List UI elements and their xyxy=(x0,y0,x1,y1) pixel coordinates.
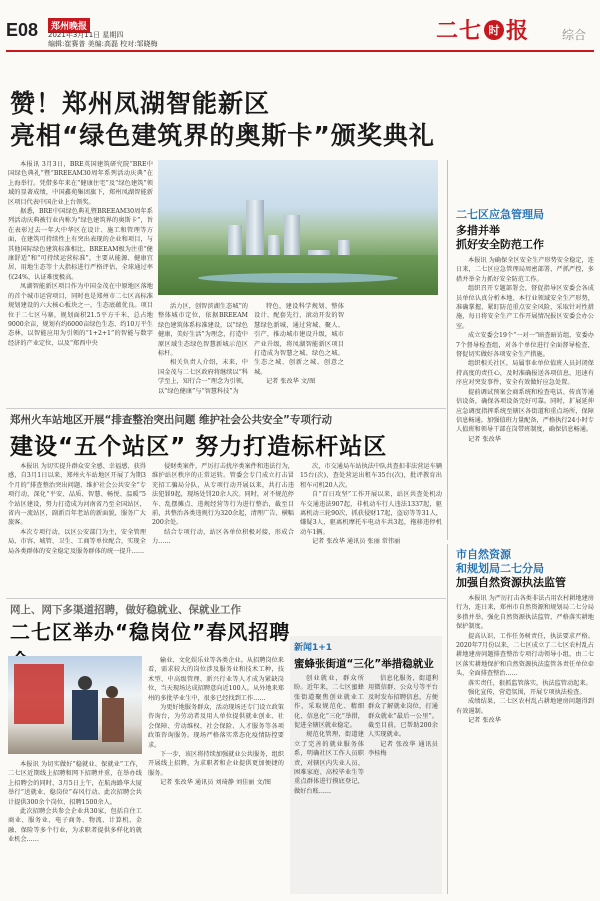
paragraph: 输业、文化娱乐业等各类企业。从招聘岗位来看，需求较大的岗位涉及服务业和技术工种，技术型、中高级管理、新兴行业等人才成为紧缺岗位，当天现场达成招聘意向近100人。从外地来郑州的多批毕业生中，很多已经找到工作…… xyxy=(148,657,284,702)
header-rule xyxy=(6,50,594,52)
paragraph: 为更好地服务群众，活动现场还专门设立政策咨询台，为劳动者及用人单位提供就业创业、社会保障、劳动维权、社会保险、人才服务等各项政策咨询服务。现场严格落实常态化疫情防控要求。 xyxy=(148,704,284,749)
page-number: E08 xyxy=(6,20,39,40)
byline: 记者 张改华 文/图 xyxy=(266,378,316,386)
paragraph: 提前调试预案会商系统和检查电话、传真等通信设备，确保各项设备完好可靠。同时，扩展延伸应急调度指挥系统至辖区各街道和重点场所，保障信息畅通。加强值班力量配备，严格执行24小时专人值班和领导干部在岗带班制度，确保信息畅通。 xyxy=(456,388,594,434)
section-divider xyxy=(6,408,446,409)
sidebar1-title: 二七区应急管理局 xyxy=(456,208,544,221)
paragraph: 自“百日攻坚”工作开展以来，站区共查处机动车交通违法907起，非机动车行人违法1337起，驱离机动三轮90次，抓获侵财17起，盗窃等等31人，嫌疑3人，驱离机摩托车电动车共3起，拖移违停机动车1辆。 xyxy=(300,491,442,536)
section-divider xyxy=(6,598,446,599)
sidebar1-subtitle-2: 抓好安全防范工作 xyxy=(456,238,544,251)
article2-column-1 xyxy=(8,462,146,592)
sidebar1-body xyxy=(456,256,594,538)
paragraph: 次，市交通局车站执法中队共查扣非法营运车辆15台(次)，查处营运出租车35台(次)，批评教育出租车司机20人次。 xyxy=(300,463,442,489)
paragraph: 成立安委会19个“一对一”暗查暗访组，安委办7个督导检查组，对各个单位进行全面督导检查，督促切实做好各项安全生产措施。 xyxy=(456,332,594,359)
news11-column-1 xyxy=(294,674,364,890)
person-body xyxy=(102,698,124,742)
article3-photo xyxy=(8,656,142,754)
news11-label: 新闻1+1 xyxy=(294,643,333,653)
sidebar2-subtitle: 加强自然资源执法监管 xyxy=(456,576,566,589)
paragraph: 据悉，BRE中国绿色典礼暨BREEAM30周年系列活动庆典被行业内称为“绿色建筑界的奥斯卡”，旨在表彰过去一年大中华区在设计、施工和管理等方面，在建筑可持续性上有突出表现的企业和项目，与其他国际绿色建筑标准相比，BREEAM极为注重“健康舒适”和“可持续运营标准”，主要从能源、健康宜居、用地生态等十大指标进行严格评估，全球通过率仅24%，认证难度极高。 xyxy=(8,208,153,281)
byline: 记者 张改华 通讯员 张丽 常伟丽 xyxy=(312,538,401,546)
paragraph: 创业就业，群众所盼。近年来，二七区蜜蜂张街道聚焦创业就业工作，采取规范化、精细化、信息化“三化”举措，促进全辖区就业稳定。 xyxy=(294,675,364,730)
sidebar2-title-2: 和规划局二七分局 xyxy=(456,562,544,575)
paragraph: 信息化服务，街道利用微信群、公众号等平台及时发布招聘信息，方便群众了解就业岗位，打通群众就业“最后一公里”。截至目前，已帮助200余人实现就业。 xyxy=(368,675,438,739)
paragraph: 相关负责人介绍，未来，中国金茂与二七区政府将继续以“科学至上，知行合一”理念为引领，以“绿色健康”与“智慧科技”为 xyxy=(158,359,248,395)
paragraph: 下一步，该区将持续加强就业公共服务，组织开展线上招聘，为求职者和企业提供更加便捷的服务。 xyxy=(148,751,284,777)
masthead xyxy=(436,14,529,45)
masthead-text-2: 报 xyxy=(506,19,530,44)
column-divider xyxy=(447,544,448,894)
editor-credits: 编辑:崔赛普 美编:高磊 校对:邹晓梅 xyxy=(48,40,158,48)
paragraph: 特色，建设科学规划、整体设计、配套先行、滚动开发的智慧绿色新城，通过营城、聚人、引产，推动城市建设升级，城市产业升级，将凤湖智能新区项目打造成为智慧之城、绿色之城、生态之城、创新之城、创意之城。 xyxy=(254,303,344,376)
article1-column-2 xyxy=(158,302,248,402)
article1-title-line1: 赞！郑州凤湖智能新区 xyxy=(10,89,271,118)
article1-column-3 xyxy=(254,302,344,402)
banner xyxy=(14,664,64,724)
sidebar1-subtitle-1: 多措并举 xyxy=(456,224,500,237)
paragraph: 强化宣传，营造氛围，开展专项执法检查。 xyxy=(468,689,586,697)
paragraph: 本报讯 为切实做好“稳就业、保就业”工作，二七区近期线上招聘和网下招聘并重，在举办线上招聘会的同时，3月5日上午，在航海路华大厦举行“送就业、稳岗位”春风行动。此次招聘会共计提供300余个岗位，招聘1500余人。 xyxy=(8,761,142,806)
article2-column-3 xyxy=(300,462,442,592)
article1-photo xyxy=(158,160,438,295)
byline: 记者 张改华 xyxy=(468,435,501,443)
article2-kicker: 郑州火车站地区开展“排查整治突出问题 维护社会公共安全”专项行动 xyxy=(10,414,332,426)
paragraph: 组织相关社区，局属事业单位值班人员封闭保持高度的责任心，及时准确报送各项信息，迅速有序应对突发事件，安全有效做好应急处置。 xyxy=(456,360,594,387)
paragraph: 本次专项行动，以区公安部门为主，安全管理局、市容、城管、卫生、工商等单位配合，实现全局各类群体的安全稳定及服务群体的统一提升…… xyxy=(8,528,146,555)
paper-logo: 郑州晚报 xyxy=(48,18,90,33)
issue-date: 2021年3月11日 星期四 xyxy=(48,31,124,39)
masthead-badge: 时 xyxy=(484,20,504,40)
paragraph: 此次招聘会共参会企业共30家，包括自住工商业、服务业、电子商务、物流、计算机、金融、保险等多个行业，为求职者提供多样化的就业机会…… xyxy=(8,808,142,844)
sidebar2-body xyxy=(456,594,594,894)
paragraph: 侵财类案件，严厉打击扰序类案件和违法行为，维护站区秩序的正常运转。管委会专门成立打击冒充招工骗局分队，从专项行动开展以来，共打击违法犯罪9起，现场处罚20余人次。同时，对不规范停车、乱摆摊点、违规经营等行为进行整治，截至目前，共整治各类违规行为320余起，清理广告、横幅200余处。 xyxy=(152,463,294,527)
news11-title: 蜜蜂张街道“三化”举措稳就业 xyxy=(294,658,434,670)
person-head xyxy=(78,676,92,690)
article1-title-line2: 亮相“绿色建筑界的奥斯卡”颁奖典礼 xyxy=(10,121,435,150)
paragraph: 规范化管理，街道建立了完善的就业服务体系，明确社区工作人员职责，对辖区内失业人员、困难家庭、高校毕业生等重点群体进行摸底登记，做好台账…… xyxy=(294,731,364,795)
paragraph: 本报讯 3月3日，BRE英国建筑研究院“BRE中国绿色典礼”暨“BREEAM30周年系列活动庆典”在上海举行。凭借多年来在“健康住宅”及“绿色建筑”领域的显著成绩，中国鑫苑集团旗下，郑州凤湖智能新区项目代表中国企业上台领奖。 xyxy=(8,161,153,206)
article3-title: 二七区举办“稳岗位”春风招聘 xyxy=(10,620,291,644)
paragraph: 结合专项行动，站区各单位积极对接，形成合力…… xyxy=(152,528,294,546)
paragraph: 凤湖智能新区项目作为中国金茂在中原地区落地的首个城市运营项目，同时也是郑州市二七区高标准规划建设的六大核心板块之一，生态底蕴优良。项目位于二七区马寨，规划面积21.5平方千米，总占地9000余亩，规划有约6000亩绿色生态、约10万平生态林，以智能应用为引领的“1+2+1”的智能与数字经济的产业定位，以及“郑西中央 xyxy=(8,283,153,347)
paragraph: 成绩结果，二七区农村乱占耕地建房问题得到有效遏制。 xyxy=(456,698,594,715)
byline: 记者 张改华 通讯员 李桂梅 xyxy=(368,740,438,758)
person-body xyxy=(72,690,98,740)
paragraph: 本报讯 为严厉打击各类非法占用农村耕地建房行为，连日来，郑州市自然资源和规划局二七分局多措并举，强化自然资源执法监管，严格落实耕地保护制度。 xyxy=(456,595,594,631)
sidebar2-title-1: 市自然资源 xyxy=(456,548,511,561)
column-divider xyxy=(447,160,448,540)
paragraph: 组织召开专题部署会，督促指导区安委会各成员单位认真分析本地、本行业领域安全生产形势，准确掌握、紧盯防范重点安全风险，采取针对性措施，每日将安全生产工作开展情况报区安委会办公室。 xyxy=(456,285,594,330)
article2-column-2 xyxy=(152,462,294,592)
paragraph: 本报讯 为切实提升群众安全感、幸福感、获得感，自3月1日以来，郑州火车站地区开展了为期3个月的“排查整治突出问题、维护社会公共安全”专项行动，深化“平安、品质、智慧、畅悦、温暖”5个站区建设，努力打造成为河南省乃至全国站区，省内一流站区，副新百年老站的新面貌，服务广大旅客。 xyxy=(8,463,146,527)
paragraph: 本报讯 为确保全区安全生产形势安全稳定，连日来，二七区应急管理局周密部署，严抓严控，多措并举全力抓好安全防范工作。 xyxy=(456,257,594,283)
paragraph: 活力区，创智滨湖生态城”的整体城市定位，依据BREEAM绿色建筑体系标准建设，以“绿色健康，美好生活”为理念，打造中原区域生态绿色智慧新城示范区标杆。 xyxy=(158,303,248,358)
article2-title: 建设“五个站区” 努力打造标杆站区 xyxy=(10,434,388,460)
news11-column-2 xyxy=(368,674,438,890)
paragraph: 提高认识，工作任务树责任，执法要求严格。2020年7月份以来，二七区成立了二七区农村乱占耕地建房问题排查整治专项行动领导小组，由二七区落实耕地保护和自然资源执法监管各责任单位牵头，全面排查整治…… xyxy=(456,632,594,678)
article3-column-2 xyxy=(148,656,284,894)
lake xyxy=(198,273,398,283)
person-head xyxy=(106,686,118,698)
paragraph: 落实责任，狠抓监管落实，执法监管动起来。 xyxy=(468,679,592,687)
byline: 记者 张改华 通讯员 刘琦静 刘佳丽 文/图 xyxy=(160,779,271,787)
masthead-text: 二七 xyxy=(436,19,483,44)
section-name: 综合 xyxy=(562,28,587,42)
byline: 记者 张改华 xyxy=(468,717,501,725)
article3-kicker: 网上、网下多渠道招聘，做好稳就业、保就业工作 xyxy=(10,604,241,616)
article3-column-1 xyxy=(8,760,142,894)
